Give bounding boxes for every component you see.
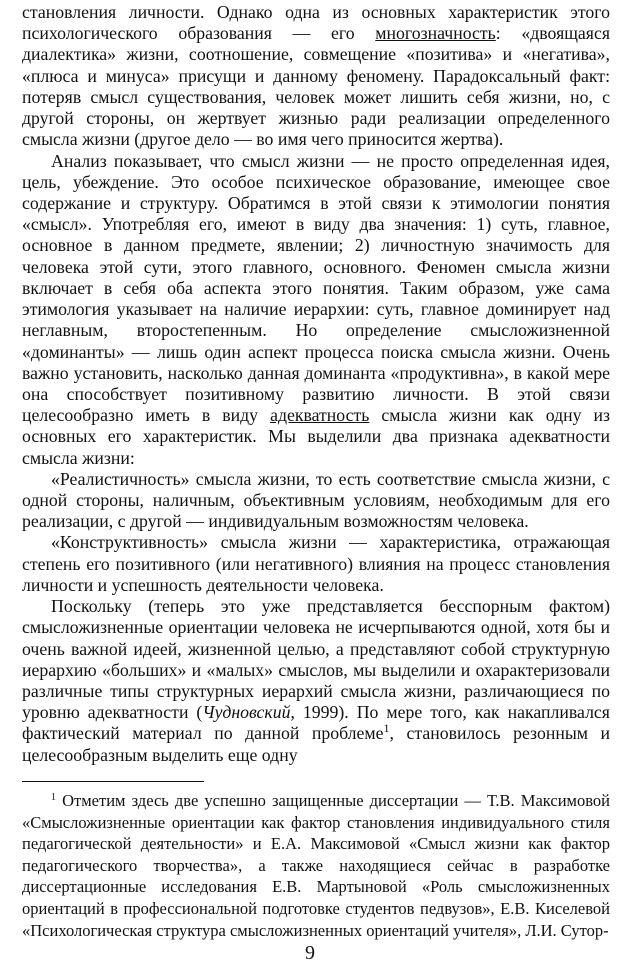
term-mnogoznachnost: многозначность [375, 23, 496, 44]
text-run: Поскольку (теперь это уже представляется бесспорным фактом) смысложизненные ориентации человека не исчерпываются одной, хотя бы и очень важной идеей, жизненной целью, а представляют собой структурную иерархию «больших» и «малых» смыслов, мы выделили и охарактеризовали различные типы структурных иерархий смысла жизни, различающиеся по уровню адекватности ( [22, 596, 610, 723]
text-run: : «двоящаяся диалектика» жизни, соотношение, совмещение «позитива» и «негатива», «плюса и минуса» присущи и данному феномену. Парадоксальный факт: потеряв смысл существования, человек может лишить себя жизни, но, с другой стороны, он жертвует жизнью ради реализации определенного смысла жизни (другое дело — во имя чего приносится жертва). [22, 23, 610, 150]
paragraph-1 [22, 2, 610, 151]
text-run: , 1999). По мере того, как накапливался фактический материал по данной проблеме [22, 702, 610, 744]
text-run: смысла жизни как одну из основных его характеристик. Мы выделили два признака адекватности смысла жизни: [22, 405, 610, 468]
text-run: «Конструктивность» смысла жизни — характеристика, отражающая степень его позитивного (или негативного) влияния на процесс становления личности и успешность деятельности человека. [22, 532, 610, 595]
footnote-marker: 1 [51, 792, 56, 803]
footnote-paragraph [22, 790, 610, 941]
paragraph-2 [22, 151, 610, 469]
footnote-reference[interactable]: 1 [383, 721, 390, 736]
footnote-text: Отметим здесь две успешно защищенные диссертации — Т.В. Максимовой «Смысложизненные ориентации как фактор становления индивидуального стиля педагогической деятельности» и Е.А. Максимовой «Смысл жизни как фактор педагогического творчества», а также находящиеся сейчас в разработке диссертационные исследования Е.В. Мартыновой «Роль смысложизненных ориентаций в профессиональной подготовке студентов педвузов», Е.В. Киселевой «Психологическая структура смысложизненных ориентаций учителя», Л.И. Сутор- [22, 791, 610, 940]
footnote-divider [22, 781, 204, 782]
footnote [22, 790, 610, 941]
paragraph-5 [22, 596, 610, 766]
text-run: «Реалистичность» смысла жизни, то есть соответствие смысла жизни, с одной стороны, наличным, объективным условиям, необходимым для его реализации, с другой — индивидуальным возможностям человека. [22, 468, 610, 532]
text-run: , становилось резонным и целесообразным выделить еще одну [22, 723, 610, 765]
text-run: становления личности. Однако одна из основных характеристик этого психологического образования — его [22, 2, 610, 44]
main-text [22, 2, 610, 766]
paragraph-4 [22, 532, 610, 596]
page-number: 9 [305, 942, 315, 964]
term-adekvatnost: адекватность [270, 405, 370, 426]
text-run: Анализ показывает, что смысл жизни — не просто определенная идея, цель, убеждение. Это особое психическое образование, имеющее свое содержание и структуру. Обратимся в этой связи к этимологии понятия «смысл». Употребляя его, имеют в виду два значения: 1) суть, главное, основное в данном предмете, явлении; 2) личностную значимость для человека этой сути, этого главного, основного. Феномен смысла жизни включает в себя оба аспекта этого понятия. Таким образом, уже сама этимология указывает на наличие иерархии: суть, главное доминирует над неглавным, второстепенным. Но определение смысложизненной «доминанты» — лишь один аспект процесса поиска смысла жизни. Очень важно установить, насколько данная доминанта «продуктивна», в какой мере она способствует позитивному развитию личности. В этой связи целесообразно иметь в виду [22, 150, 610, 426]
citation-author: Чудновский [202, 702, 291, 723]
paragraph-3 [22, 469, 610, 533]
